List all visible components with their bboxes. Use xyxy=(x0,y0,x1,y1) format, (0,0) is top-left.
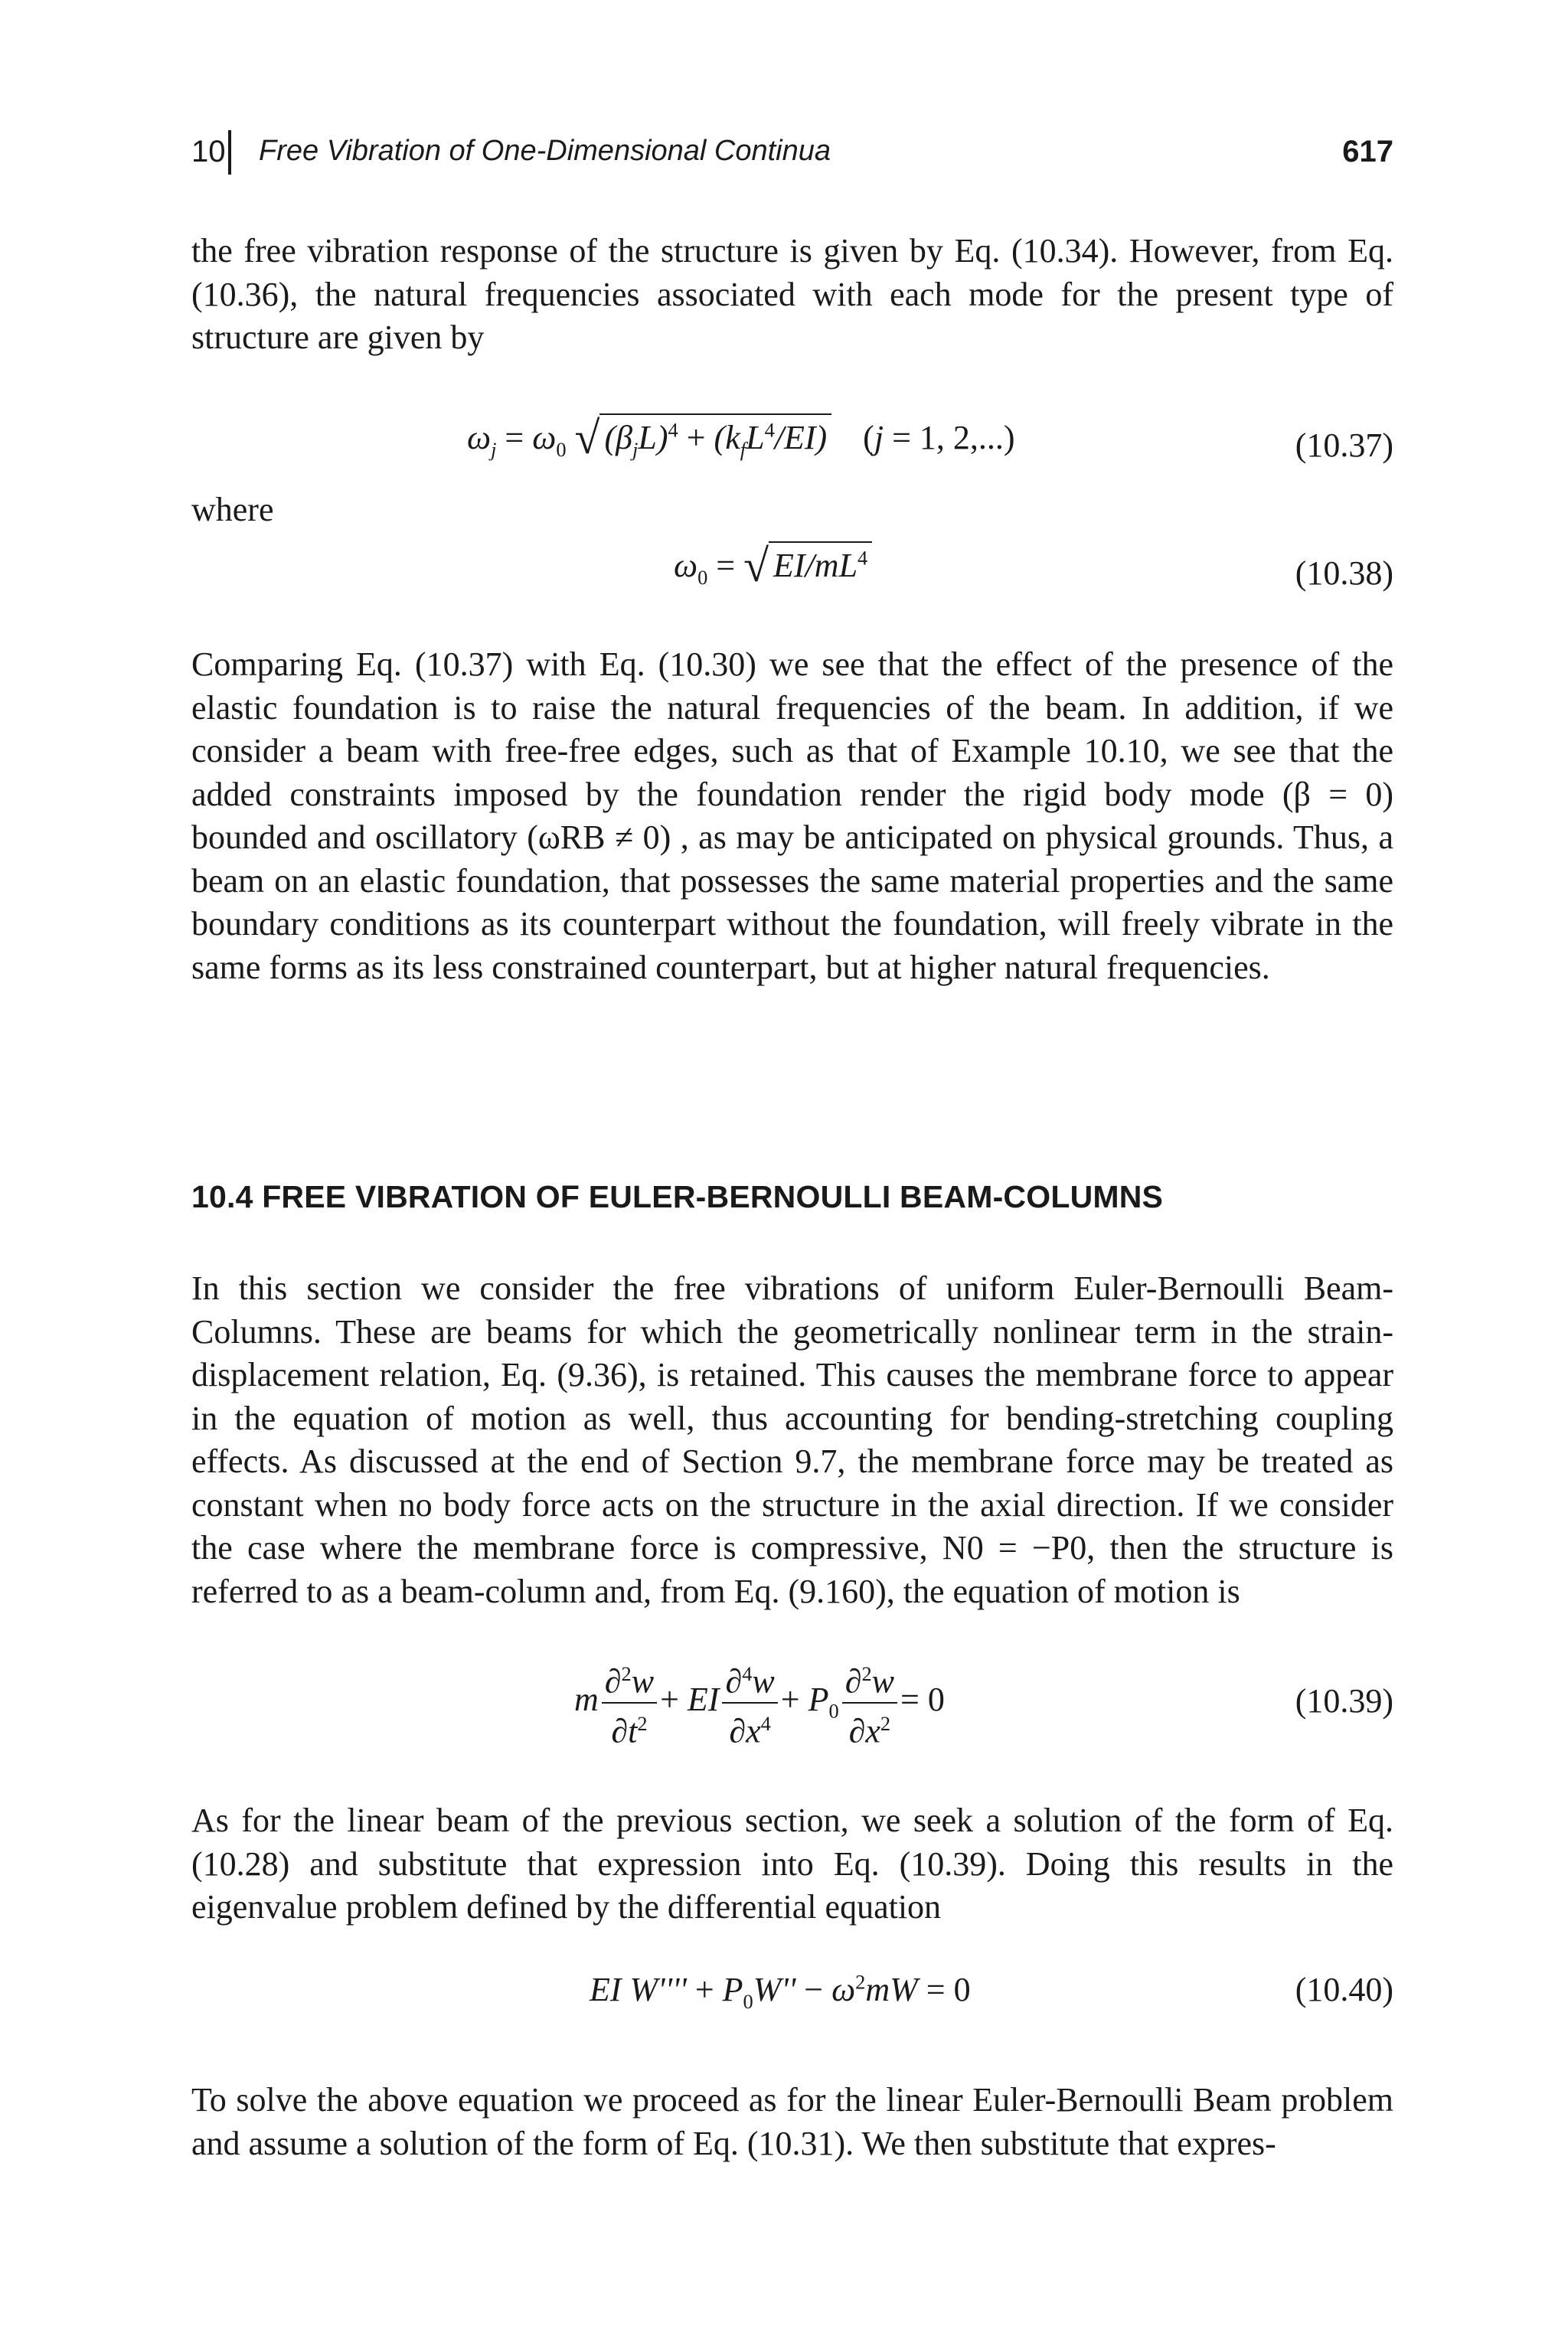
equation-10-37-label: (10.37) xyxy=(1295,426,1393,464)
header-divider xyxy=(228,130,231,175)
running-header xyxy=(191,130,1393,179)
equation-10-38-label: (10.38) xyxy=(1295,554,1393,592)
equation-10-40-body: EI $W'''' + P_0W'' - \omega^2mW = 0$ xyxy=(590,1970,971,2013)
equation-10-39-label: (10.39) xyxy=(1295,1682,1393,1720)
page-number: 617 xyxy=(1342,135,1393,168)
paragraph-comparison: Comparing Eq. (10.37) with Eq. (10.30) we see that the effect of the presence of the elastic foundation is to raise the natural frequencies of the beam. In addition, if we consider a beam with free-free edges, such as that of Example 10.10, we see that the added constraints imposed by the foundation render the rigid body mode (β = 0) bounded and oscillatory (ωRB ≠ 0) , as may be anticipated on physical grounds. Thus, a beam on an elastic foundation, that possesses the same material properties and the same boundary conditions as its counterpart without the foundation, will freely vibrate in the same forms as its less constrained counterpart, but at higher natural frequencies. xyxy=(191,645,1393,986)
chapter-number: 10 xyxy=(191,135,226,168)
equation-10-39-body: m $\frac{\partial^2w}{\partial t^2}$ + EI $\frac{\partial^4w}{\partial x^4}$ + $P_0$ $\frac{\partial^2w}{\partial x^2}$ = 0 xyxy=(574,1654,945,1751)
paragraph-solution: To solve the above equation we proceed as for the linear Euler-Bernoulli Beam problem and assume a solution of the form of Eq. (10.31). We then substitute that expres- xyxy=(191,2081,1393,2162)
equation-10-40-label: (10.40) xyxy=(1295,1971,1393,2008)
section-heading: 10.4 FREE VIBRATION OF EULER-BERNOULLI BEAM-COLUMNS xyxy=(191,1179,1164,1214)
paragraph-eigenvalue: As for the linear beam of the previous section, we seek a solution of the form of Eq. (10.28) and substitute that expression into Eq. (10.39). Doing this results in the eigenvalue problem defined by the differential equation xyxy=(191,1802,1393,1926)
equation-10-39 xyxy=(191,1654,1393,1769)
text-where: where xyxy=(191,491,274,528)
paragraph-beam-columns: In this section we consider the free vibrations of uniform Euler-Bernoulli Beam-Columns. These are beams for which the geometrically nonlinear term in the strain-displacement relation, Eq. (9.36), is retained. This causes the membrane force to appear in the equation of motion as well, thus accounting for bending-stretching coupling effects. As discussed at the end of Section 9.7, the membrane force may be treated as constant when no body force acts on the structure in the axial direction. If we consider the case where the membrane force is compressive, N0 = −P0, then the structure is referred to as a beam-column and, from Eq. (9.160), the equation of motion is xyxy=(191,1269,1393,1610)
equation-10-38 xyxy=(191,532,1393,624)
equation-10-38-body: $\omega_0$ = √ $EI/mL^4$ xyxy=(674,540,872,593)
paragraph-intro: the free vibration response of the structure is given by Eq. (10.34). However, from Eq. (10.36), the natural frequencies associated with each mode for the present type of structure are given by xyxy=(191,232,1393,356)
chapter-title: Free Vibration of One-Dimensional Continua xyxy=(259,135,831,167)
equation-10-37 xyxy=(191,404,1393,496)
equation-10-37-body: $\omega_j = \omega_0$ √ $(\beta_jL)^4 + (k_fL^4/EI) (j = 1$, 2,...) xyxy=(467,413,1015,463)
equation-10-40 xyxy=(191,1964,1393,2056)
